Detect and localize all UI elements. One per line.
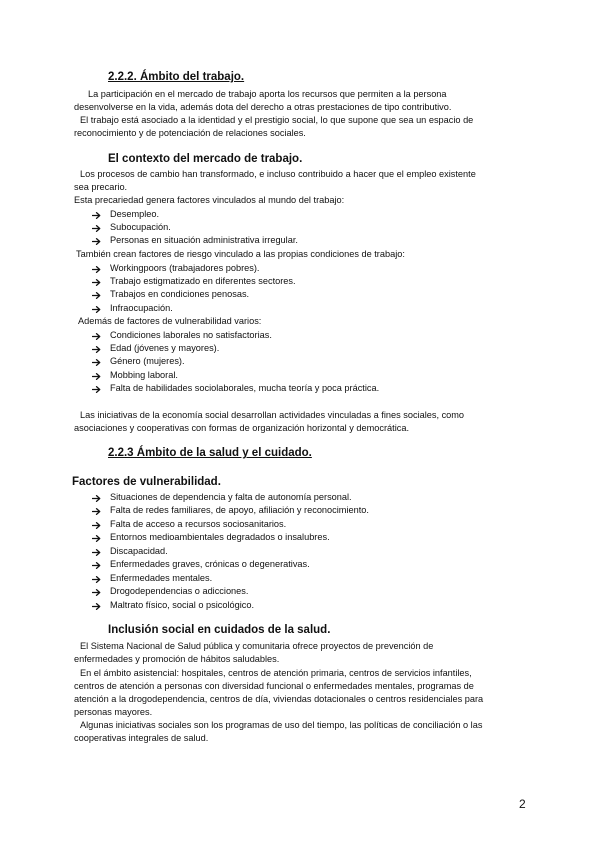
paragraph-line: personas mayores.: [74, 707, 153, 717]
list-item: Personas en situación administrativa irregular.: [110, 235, 298, 245]
list-item: Falta de acceso a recursos sociosanitarios.: [110, 519, 287, 529]
list-item: Entornos medioambientales degradados o insalubres.: [110, 532, 330, 542]
arrow-bullet-icon: [92, 224, 101, 233]
arrow-bullet-icon: [92, 237, 101, 246]
list-item: Enfermedades graves, crónicas o degenerativas.: [110, 559, 310, 569]
paragraph-line: En el ámbito asistencial: hospitales, centros de atención primaria, centros de servicios infantiles,: [80, 668, 472, 678]
list-item: Discapacidad.: [110, 546, 168, 556]
arrow-bullet-icon: [92, 521, 101, 530]
arrow-bullet-icon: [92, 345, 101, 354]
list-item: Falta de habilidades sociolaborales, mucha teoría y poca práctica.: [110, 383, 380, 393]
list-item: Subocupación.: [110, 222, 171, 232]
arrow-bullet-icon: [92, 507, 101, 516]
paragraph-line: Las iniciativas de la economía social desarrollan actividades vinculadas a fines sociales, como: [80, 410, 465, 420]
paragraph-line: reconocimiento y de potenciación de relaciones sociales.: [74, 128, 306, 138]
section-title-health: 2.2.3 Ámbito de la salud y el cuidado.: [108, 447, 312, 459]
paragraph-line: enfermedades y promoción de hábitos saludables.: [74, 654, 280, 664]
arrow-bullet-icon: [92, 534, 101, 543]
paragraph-line: atención a la drogodependencia, centros de día, viviendas dotacionales o centros residenciales para: [74, 694, 484, 704]
list-item: Condiciones laborales no satisfactorias.: [110, 330, 272, 340]
list-item: Workingpoors (trabajadores pobres).: [110, 263, 260, 273]
page-number: 2: [519, 797, 526, 811]
list-item: Drogodependencias o adicciones.: [110, 586, 249, 596]
subsection-title-inclusion: Inclusión social en cuidados de la salud.: [108, 624, 331, 636]
paragraph-line: Algunas iniciativas sociales son los programas de uso del tiempo, las políticas de conciliación o las: [80, 720, 483, 730]
paragraph-line: centros de atención a personas con diversidad funcional o enfermedades mentales, programas de: [74, 681, 474, 691]
arrow-bullet-icon: [92, 575, 101, 584]
paragraph-line: También crean factores de riesgo vinculado a las propias condiciones de trabajo:: [76, 249, 405, 259]
list-item: Trabajos en condiciones penosas.: [110, 289, 250, 299]
paragraph-line: asociaciones y cooperativas con formas de organización horizontal y democrática.: [74, 423, 410, 433]
paragraph-line: El trabajo está asociado a la identidad y el prestigio social, lo que supone que sea un espacio de: [80, 115, 474, 125]
arrow-bullet-icon: [92, 602, 101, 611]
list-item: Infraocupación.: [110, 303, 173, 313]
list-item: Edad (jóvenes y mayores).: [110, 343, 220, 353]
subsection-title-vulnerability: Factores de vulnerabilidad.: [72, 476, 221, 488]
arrow-bullet-icon: [92, 332, 101, 341]
arrow-bullet-icon: [92, 372, 101, 381]
paragraph-line: Además de factores de vulnerabilidad varios:: [78, 316, 262, 326]
arrow-bullet-icon: [92, 494, 101, 503]
arrow-bullet-icon: [92, 278, 101, 287]
list-item: Situaciones de dependencia y falta de autonomía personal.: [110, 492, 352, 502]
list-item: Desempleo.: [110, 209, 160, 219]
list-item: Mobbing laboral.: [110, 370, 178, 380]
list-item: Falta de redes familiares, de apoyo, afiliación y reconocimiento.: [110, 505, 369, 515]
list-item: Enfermedades mentales.: [110, 573, 213, 583]
arrow-bullet-icon: [92, 358, 101, 367]
arrow-bullet-icon: [92, 588, 101, 597]
arrow-bullet-icon: [92, 385, 101, 394]
paragraph-line: El Sistema Nacional de Salud pública y comunitaria ofrece proyectos de prevención de: [80, 641, 434, 651]
arrow-bullet-icon: [92, 305, 101, 314]
arrow-bullet-icon: [92, 265, 101, 274]
paragraph-line: Los procesos de cambio han transformado, e incluso contribuido a hacer que el empleo existente: [80, 169, 476, 179]
arrow-bullet-icon: [92, 291, 101, 300]
subsection-title-labor-market: El contexto del mercado de trabajo.: [108, 153, 303, 165]
list-item: Maltrato físico, social o psicológico.: [110, 600, 254, 610]
paragraph-line: La participación en el mercado de trabajo aporta los recursos que permiten a la persona: [88, 89, 447, 99]
list-item: Trabajo estigmatizado en diferentes sectores.: [110, 276, 296, 286]
arrow-bullet-icon: [92, 548, 101, 557]
paragraph-line: desenvolverse en la vida, además dota del derecho a otras prestaciones de tipo contributivo.: [74, 102, 452, 112]
section-title-work: 2.2.2. Ámbito del trabajo.: [108, 71, 245, 83]
list-item: Género (mujeres).: [110, 356, 185, 366]
paragraph-line: cooperativas integrales de salud.: [74, 733, 209, 743]
paragraph-line: Esta precariedad genera factores vinculados al mundo del trabajo:: [74, 195, 345, 205]
arrow-bullet-icon: [92, 561, 101, 570]
paragraph-line: sea precario.: [74, 182, 128, 192]
arrow-bullet-icon: [92, 211, 101, 220]
